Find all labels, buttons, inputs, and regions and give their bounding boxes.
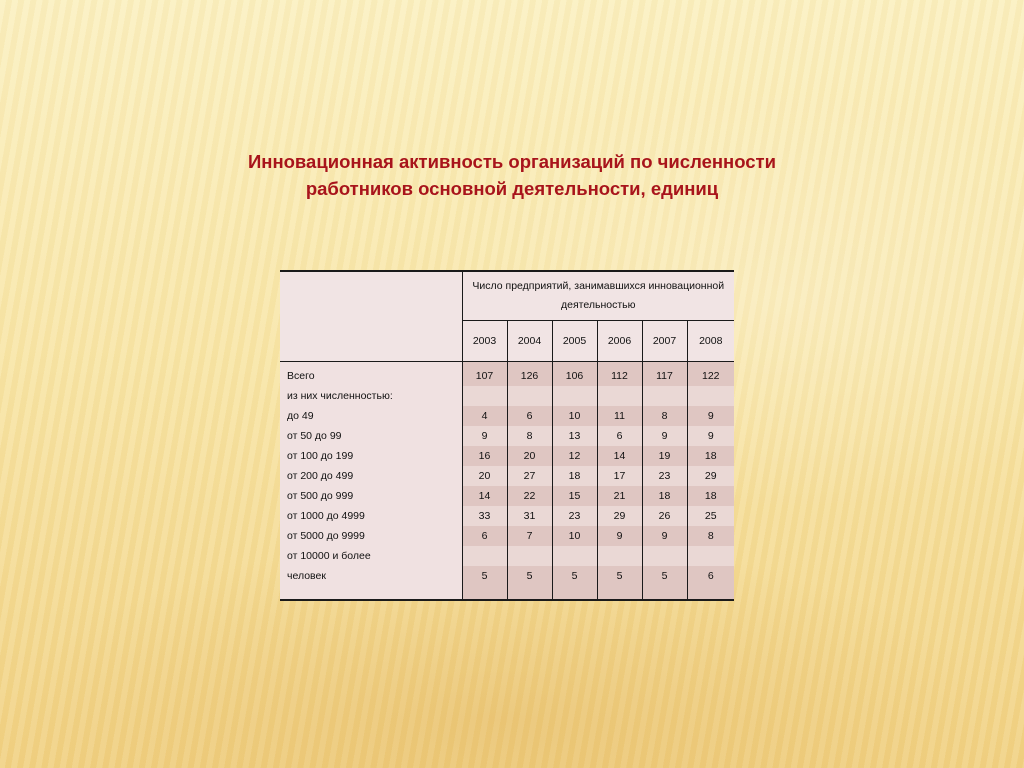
row-label: от 200 до 499: [287, 470, 354, 482]
table-cell: 23: [553, 506, 597, 526]
row-label: от 1000 до 4999: [287, 510, 365, 522]
table-cell: 18: [704, 450, 717, 462]
table-cell: 117: [656, 370, 673, 382]
group-header-text: Число предприятий, занимавшихся инновационной деятельностью: [472, 280, 725, 311]
table-cell: 9: [616, 530, 623, 542]
group-header: [462, 272, 734, 321]
table-cell: [598, 386, 642, 406]
table-cell: 20: [463, 466, 507, 486]
table-cell: 10: [568, 530, 581, 542]
year-header: 2007: [642, 321, 687, 362]
table-cell: [463, 546, 507, 566]
year-header: 2006: [597, 321, 642, 362]
values-column: [507, 362, 552, 600]
table-cell: 25: [688, 506, 735, 526]
table-cell: 4: [481, 410, 488, 422]
year-header: 2008: [687, 321, 734, 362]
table-cell: 23: [643, 466, 687, 486]
values-column: [642, 362, 687, 600]
table-cell: 7: [526, 530, 533, 542]
values-column: [552, 362, 597, 600]
row-label: Всего: [287, 370, 315, 382]
table-cell: 22: [523, 490, 536, 502]
year-header: 2004: [507, 321, 552, 362]
table-cell: [598, 546, 642, 566]
table-cell: 5: [481, 570, 488, 582]
table-cell: [688, 386, 735, 406]
values-column: [687, 362, 734, 600]
table-cell: 15: [568, 490, 581, 502]
table-cell: 11: [614, 410, 625, 422]
table-cell: 29: [688, 466, 735, 486]
table-cell: 29: [598, 506, 642, 526]
table-cell: 6: [707, 570, 714, 582]
table-cell: [508, 386, 552, 406]
row-label: от 5000 до 9999: [287, 530, 365, 542]
row-label: от 500 до 999: [287, 490, 354, 502]
data-table: [280, 270, 734, 601]
table-cell: 27: [508, 466, 552, 486]
table-cell: 9: [688, 426, 735, 446]
title-line-2: работников основной деятельности, единиц: [305, 178, 719, 199]
table-cell: 16: [478, 450, 491, 462]
table-cell: 106: [565, 370, 584, 382]
row-label: до 49: [287, 410, 314, 422]
table-cell: 33: [463, 506, 507, 526]
values-column: [462, 362, 507, 600]
table-cell: 26: [643, 506, 687, 526]
table-cell: 6: [481, 530, 488, 542]
table-cell: 9: [463, 426, 507, 446]
row-label: от 10000 и более: [287, 550, 371, 562]
row-label: человек: [287, 570, 326, 582]
table-cell: [643, 546, 687, 566]
table-cell: 5: [616, 570, 623, 582]
table-cell: 9: [707, 410, 714, 422]
slide-title: [192, 148, 832, 202]
table-cell: 31: [508, 506, 552, 526]
table-cell: 10: [568, 410, 581, 422]
table-cell: 18: [553, 466, 597, 486]
header-empty-cell: [280, 272, 462, 362]
table-cell: 18: [658, 490, 671, 502]
table-cell: [553, 386, 597, 406]
table-cell: 19: [658, 450, 671, 462]
table-cell: 5: [661, 570, 668, 582]
table-cell: 21: [613, 490, 626, 502]
table-cell: 6: [526, 410, 533, 422]
table-cell: 14: [478, 490, 491, 502]
table-cell: 9: [643, 426, 687, 446]
table-cell: 14: [613, 450, 626, 462]
row-label: от 100 до 199: [287, 450, 354, 462]
values-column: [597, 362, 642, 600]
title-line-1: Инновационная активность организаций по численности: [247, 151, 776, 172]
table-cell: 6: [598, 426, 642, 446]
table-cell: 8: [707, 530, 714, 542]
table-cell: [508, 546, 552, 566]
table-cell: 126: [520, 370, 539, 382]
table-cell: [553, 546, 597, 566]
table-cell: 9: [661, 530, 668, 542]
table-cell: 8: [661, 410, 668, 422]
table-cell: [688, 546, 735, 566]
year-header: 2003: [462, 321, 507, 362]
row-labels-column: [280, 362, 462, 600]
table-cell: 107: [475, 370, 494, 382]
table-cell: 112: [611, 370, 628, 382]
table-cell: 17: [598, 466, 642, 486]
row-label: от 50 до 99: [287, 430, 342, 442]
table-cell: [463, 386, 507, 406]
table-cell: 5: [571, 570, 578, 582]
table-cell: 122: [702, 370, 720, 382]
table-cell: 20: [523, 450, 536, 462]
table-cell: [643, 386, 687, 406]
table-cell: 8: [508, 426, 552, 446]
table-cell: 18: [704, 490, 717, 502]
year-header: 2005: [552, 321, 597, 362]
row-label: из них численностью:: [287, 390, 393, 402]
table-cell: 5: [526, 570, 533, 582]
table-cell: 12: [568, 450, 581, 462]
table-cell: 13: [553, 426, 597, 446]
